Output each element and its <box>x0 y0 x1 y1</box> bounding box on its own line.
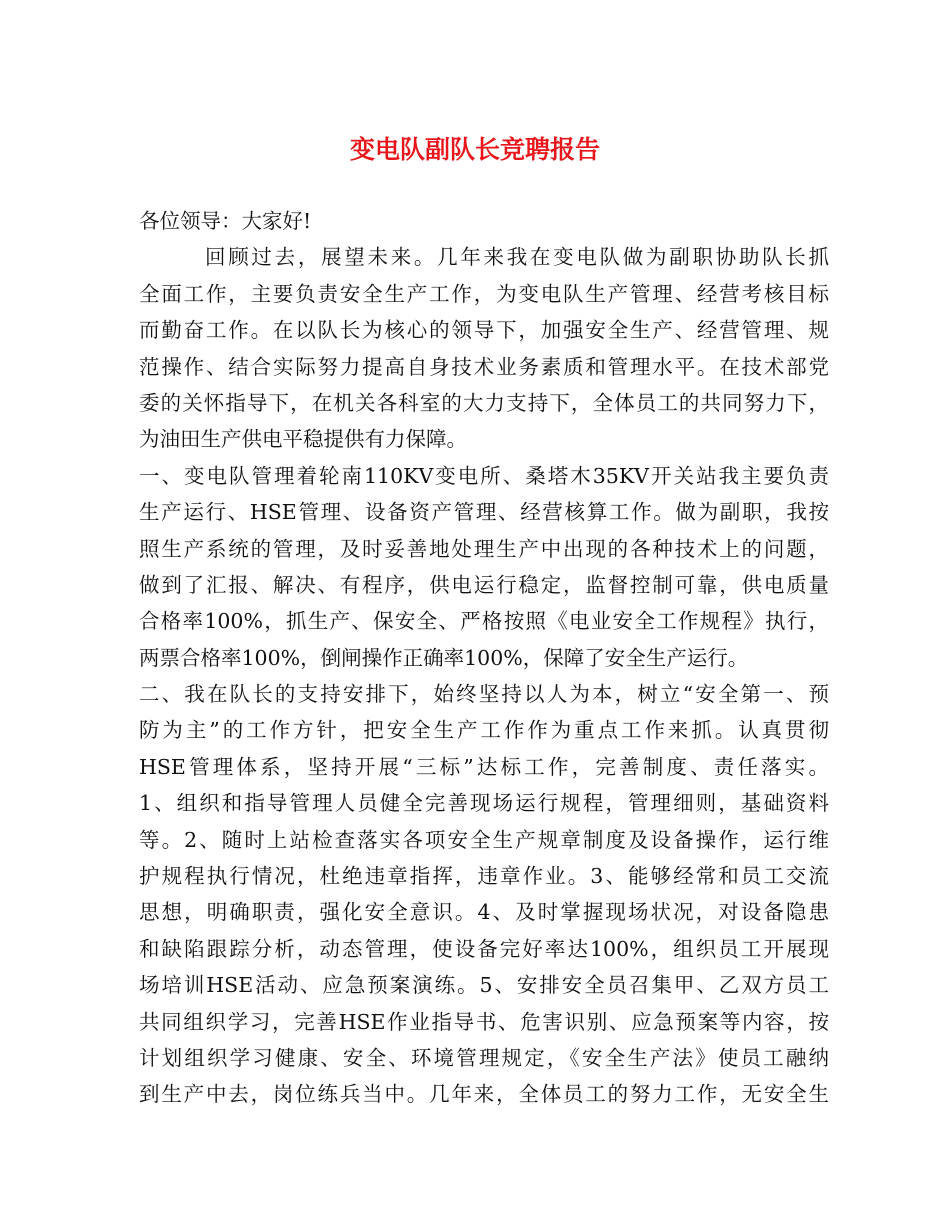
paragraph-line: 二、我在队长的支持安排下，始终坚持以人为本，树立“安全第一、预 <box>139 682 829 707</box>
paragraph-line: 计划组织学习健康、安全、环境管理规定，《安全生产法》使员工融纳 <box>139 1045 829 1070</box>
document-body <box>139 203 829 1113</box>
paragraph-line: 思想，明确职责，强化安全意识。4、及时掌握现场状况，对设备隐患 <box>139 900 829 925</box>
document-title: 变电队副队长竞聘报告 <box>349 135 600 164</box>
paragraph-line: 两票合格率100%，倒闸操作正确率100%，保障了安全生产运行。 <box>139 645 749 670</box>
paragraph-line: 等。2、随时上站检查落实各项安全生产规章制度及设备操作，运行维 <box>139 827 829 852</box>
paragraph-line: 生产运行、HSE管理、设备资产管理、经营核算工作。做为副职，我按 <box>139 500 829 525</box>
paragraph-line: 场培训HSE活动、应急预案演练。5、安排安全员召集甲、乙双方员工 <box>139 973 829 998</box>
paragraph-line: 为油田生产供电平稳提供有力保障。 <box>139 427 467 452</box>
paragraph-line: 回顾过去，展望未来。几年来我在变电队做为副职协助队长抓 <box>205 245 829 270</box>
salutation-line: 各位领导：大家好! <box>139 209 312 233</box>
paragraph-line: 合格率100%，抓生产、保安全、严格按照《电业安全工作规程》执行， <box>139 609 829 634</box>
paragraph-line: HSE管理体系，坚持开展“三标”达标工作，完善制度、责任落实。 <box>139 754 829 779</box>
paragraph-line: 和缺陷跟踪分析，动态管理，使设备完好率达100%，组织员工开展现 <box>139 936 829 961</box>
paragraph-line: 一、变电队管理着轮南110KV变电所、桑塔木35KV开关站我主要负责 <box>139 463 829 488</box>
paragraph-line: 全面工作，主要负责安全生产工作，为变电队生产管理、经营考核目标 <box>139 281 829 306</box>
paragraph-line: 防为主”的工作方针，把安全生产工作作为重点工作来抓。认真贯彻 <box>139 718 829 743</box>
paragraph-line: 照生产系统的管理，及时妥善地处理生产中出现的各种技术上的问题， <box>139 536 829 561</box>
paragraph-line: 而勤奋工作。在以队长为核心的领导下，加强安全生产、经营管理、规 <box>139 318 829 343</box>
paragraph-line: 共同组织学习，完善HSE作业指导书、危害识别、应急预案等内容，按 <box>139 1009 829 1034</box>
paragraph-line: 到生产中去，岗位练兵当中。几年来，全体员工的努力工作，无安全生 <box>139 1082 829 1107</box>
paragraph-line: 做到了汇报、解决、有程序，供电运行稳定，监督控制可靠，供电质量 <box>139 572 829 597</box>
paragraph-line: 范操作、结合实际努力提高自身技术业务素质和管理水平。在技术部党 <box>139 354 829 379</box>
paragraph-line: 1、组织和指导管理人员健全完善现场运行规程，管理细则，基础资料 <box>139 791 829 816</box>
paragraph-line: 委的关怀指导下，在机关各科室的大力支持下，全体员工的共同努力下， <box>139 390 829 415</box>
paragraph-line: 护规程执行情况，杜绝违章指挥，违章作业。3、能够经常和员工交流 <box>139 864 829 889</box>
